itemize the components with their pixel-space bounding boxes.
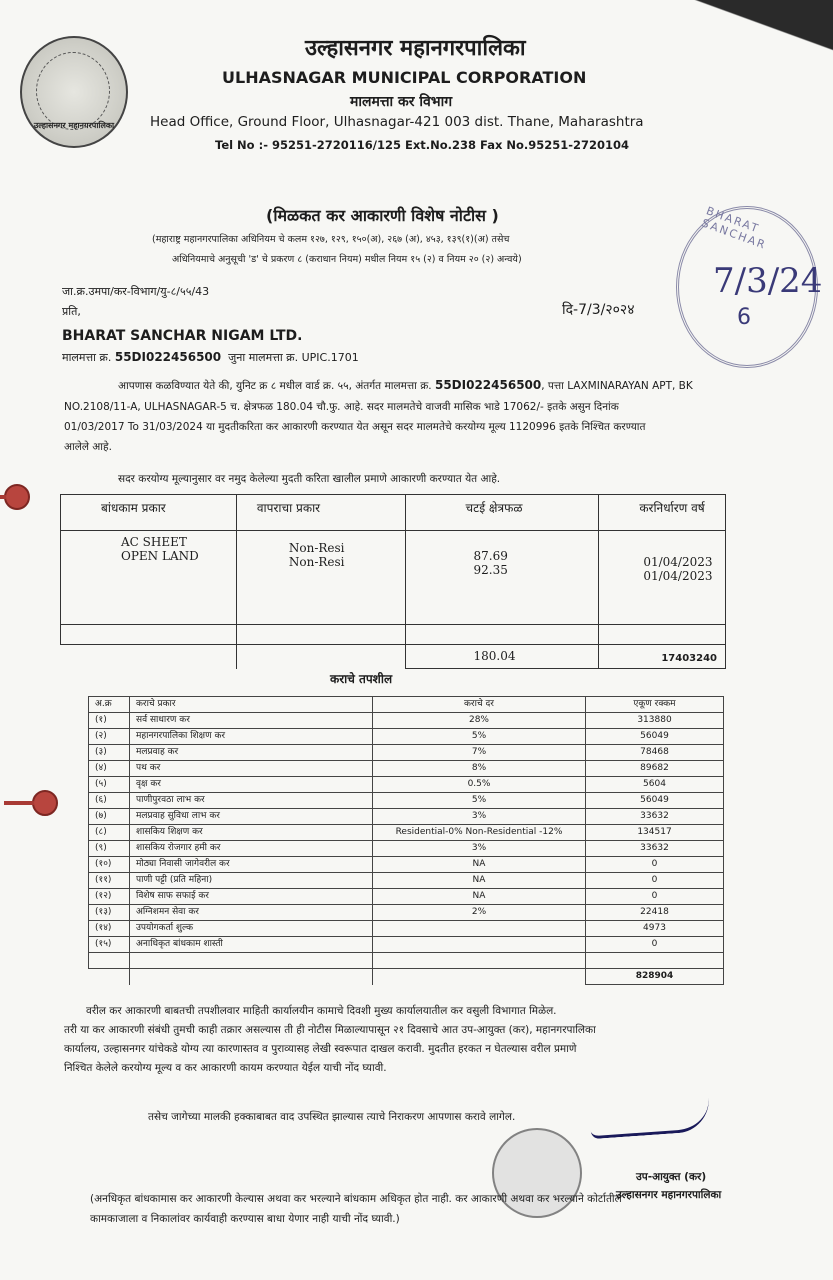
- tax-amount-cell: 0: [586, 937, 724, 953]
- areas-cell: [405, 531, 599, 625]
- total-area: 180.04: [405, 645, 599, 669]
- tax-amount-cell: 56049: [586, 729, 724, 745]
- page-corner-shadow: [693, 0, 833, 90]
- header-assessment-year: करनिर्धारण वर्ष: [599, 495, 726, 531]
- serial-cell: (७): [89, 809, 130, 825]
- signatory-designation: उप-आयुक्त (कर): [636, 1171, 707, 1183]
- tax-rate-cell: 5%: [373, 729, 586, 745]
- tax-amount-cell: 5604: [586, 777, 724, 793]
- tax-rate-cell: 3%: [373, 841, 586, 857]
- header-tax-type: कराचे प्रकार: [130, 697, 373, 713]
- reference-number: जा.क्र.उमपा/कर-विभाग/यु-८/५५/43: [62, 285, 210, 298]
- usage-type: Non-Resi: [288, 555, 345, 569]
- tax-details-table: [88, 696, 724, 985]
- usage-types-cell: [236, 531, 405, 625]
- tax-name-cell: वृक्ष कर: [130, 777, 373, 793]
- tax-amount-cell: 89682: [586, 761, 724, 777]
- header-tax-rate: कराचे दर: [373, 697, 586, 713]
- tax-total-amount: 828904: [586, 969, 724, 985]
- office-contact: Tel No :- 95251-2720116/125 Ext.No.238 Fax No.95251-2720104: [215, 138, 630, 152]
- tax-name-cell: मोठ्या निवासी जागेवरील कर: [130, 857, 373, 873]
- tax-amount-cell: 0: [586, 873, 724, 889]
- serial-cell: (१३): [89, 905, 130, 921]
- tax-name-cell: उपयोगकर्ता शुल्क: [130, 921, 373, 937]
- intro-line-4: आलेले आहे.: [64, 441, 112, 453]
- intro-line-2: NO.2108/11-A, ULHASNAGAR-5 च. क्षेत्रफळ 180.04 चौ.फु. आहे. सदर मालमतेचे वाजवी मासिक भाडे 17062/- इतके असुन दिनांक: [64, 401, 619, 413]
- tax-row: [89, 793, 724, 809]
- property-number-line: [62, 350, 359, 365]
- details-line-1: वरील कर आकारणी बाबतची तपशीलवार माहिती कार्यालयीन कामाचे दिवशी मुख्य कार्यालयातील कर वसुली विभागात मिळेल.: [86, 1005, 557, 1017]
- area-value: 92.35: [473, 563, 508, 577]
- tax-name-cell: विशेष साफ सफाई कर: [130, 889, 373, 905]
- tax-row: [89, 777, 724, 793]
- tax-row: [89, 729, 724, 745]
- disclaimer-line-2: कामकाजाला व निकालांवर कार्यवाही करण्यास बाधा येणार नाही याची नोंद घ्यावी.): [90, 1213, 400, 1225]
- intro-line-5: सदर करयोग्य मूल्यानुसार वर नमुद केलेल्या मुदती करिता खालील प्रमाणे आकारणी करण्यात येत आहे.: [118, 473, 501, 485]
- details-paragraph: [64, 1002, 596, 1078]
- tax-amount-cell: 134517: [586, 825, 724, 841]
- stamp-date: 7/3/24: [713, 261, 823, 301]
- tax-name-cell: पाणीपुरवठा लाभ कर: [130, 793, 373, 809]
- header-serial: अ.क्र: [89, 697, 130, 713]
- intro-property-no: 55DI022456500: [434, 378, 542, 392]
- serial-cell: (१५): [89, 937, 130, 953]
- tax-amount-cell: 22418: [586, 905, 724, 921]
- tax-rate-cell: Residential-0% Non-Residential -12%: [373, 825, 586, 841]
- tax-amount-cell: 33632: [586, 841, 724, 857]
- office-address: Head Office, Ground Floor, Ulhasnagar-421 003 dist. Thane, Maharashtra: [150, 114, 644, 130]
- tax-name-cell: मलप्रवाह कर: [130, 745, 373, 761]
- years-cell: [599, 531, 726, 625]
- tax-rate-cell: 7%: [373, 745, 586, 761]
- header-carpet-area: चटई क्षेत्रफळ: [405, 495, 599, 531]
- tax-rate-cell: [373, 937, 586, 953]
- received-stamp: [676, 204, 823, 368]
- tax-row: [89, 921, 724, 937]
- tax-name-cell: शासकिय शिक्षण कर: [130, 825, 373, 841]
- tax-amount-cell: 4973: [586, 921, 724, 937]
- construction-types-cell: [61, 531, 237, 625]
- details-line-2: तरी या कर आकारणी संबंधी तुमची काही तक्रार असल्यास ती ही नोटीस मिळाल्यापासून २१ दिवसाचे आत उप-आयुक्त (कर), महानगरपालिका: [64, 1024, 596, 1036]
- header-usage-type: वापराचा प्रकार: [236, 495, 405, 531]
- construction-spacer-row: [61, 625, 726, 645]
- tax-row: [89, 905, 724, 921]
- tax-amount-cell: 0: [586, 857, 724, 873]
- department-name: मालमत्ता कर विभाग: [350, 94, 453, 110]
- tax-name-cell: शासकिय रोजगार हमी कर: [130, 841, 373, 857]
- tax-amount-cell: 78468: [586, 745, 724, 761]
- disclaimer-line-1: (अनधिकृत बांधकामास कर आकारणी केल्यास अथवा कर भरल्याने बांधकाम अधिकृत होत नाही. कर आकारणी अथवा कर भरल्याने कोर्टातील: [90, 1193, 622, 1205]
- details-line-3: कार्यालय, उल्हासनगर यांचेकडे योग्य त्या कारणास्तव व पुराव्यासह लेखी स्वरूपात दाखल करावी. मुदतीत हरकत न घेतल्यास वरील प्रमाणे: [64, 1043, 577, 1055]
- construction-total-row: [61, 645, 726, 669]
- tax-row: [89, 745, 724, 761]
- serial-cell: (५): [89, 777, 130, 793]
- header-total-amount: एकूण रक्कम: [586, 697, 724, 713]
- tax-name-cell: सर्व साधारण कर: [130, 713, 373, 729]
- tax-rate-cell: [373, 921, 586, 937]
- serial-cell: (२): [89, 729, 130, 745]
- tax-row: [89, 761, 724, 777]
- notice-title: (मिळकत कर आकारणी विशेष नोटीस ): [266, 206, 499, 225]
- seal-caption: उल्हासनगर महानगरपालिका: [33, 121, 115, 130]
- tax-row: [89, 713, 724, 729]
- serial-cell: (३): [89, 745, 130, 761]
- details-line-4: निश्चित केलेले करयोग्य मूल्य व कर आकारणी कायम करण्यात येईल याची नोंद घ्यावी.: [64, 1062, 387, 1074]
- serial-cell: (९): [89, 841, 130, 857]
- tax-amount-cell: 33632: [586, 809, 724, 825]
- org-name-english: ULHASNAGAR MUNICIPAL CORPORATION: [222, 68, 587, 87]
- tax-row: [89, 873, 724, 889]
- construction-type: OPEN LAND: [121, 549, 199, 563]
- serial-cell: (८): [89, 825, 130, 841]
- tax-rate-cell: 8%: [373, 761, 586, 777]
- tax-row: [89, 841, 724, 857]
- assessment-year: 01/04/2023: [643, 555, 713, 569]
- tax-table-header: [89, 697, 724, 713]
- tax-name-cell: पथ कर: [130, 761, 373, 777]
- assessment-year: 01/04/2023: [643, 569, 713, 583]
- tax-name-cell: पाणी पट्टी (प्रति महिना): [130, 873, 373, 889]
- construction-table-header: [61, 495, 726, 531]
- serial-cell: (१०): [89, 857, 130, 873]
- serial-cell: (१४): [89, 921, 130, 937]
- ownership-paragraph: तसेच जागेच्या मालकी हक्काबाबत वाद उपस्थित झाल्यास त्याचे निराकरण आपणास करावे लागेल.: [148, 1111, 516, 1123]
- binder-tag-icon: [4, 484, 30, 510]
- tax-row: [89, 809, 724, 825]
- construction-type: AC SHEET: [121, 535, 187, 549]
- tax-rate-cell: NA: [373, 873, 586, 889]
- area-value: 87.69: [473, 549, 508, 563]
- stamp-initial: 6: [737, 305, 751, 330]
- tax-rate-cell: 28%: [373, 713, 586, 729]
- intro-line-1c: , पत्ता LAXMINARAYAN APT, BK: [541, 380, 693, 392]
- intro-line-3: 01/03/2017 To 31/03/2024 या मुदतीकरिता कर आकारणी करण्यात येत असून सदर मालमतेचे करयोग्य मूल्य 1120996 इतके निश्चित करण्यात: [64, 421, 646, 433]
- tax-rate-cell: 5%: [373, 793, 586, 809]
- tax-rate-cell: NA: [373, 857, 586, 873]
- notice-subtitle-2: अधिनियमाचे अनुसूची 'ड' चे प्रकरण ८ (कराधान नियम) मधील नियम १५ (२) व नियम २० (२) अन्वये): [172, 254, 522, 265]
- serial-cell: (४): [89, 761, 130, 777]
- old-property-label: जुना मालमत्ता क्र.: [228, 351, 299, 364]
- total-taxable-value: 17403240: [599, 645, 726, 669]
- stamp-text: BHARAT SANCHAR: [699, 204, 769, 252]
- tax-name-cell: महानगरपालिका शिक्षण कर: [130, 729, 373, 745]
- tax-rate-cell: 2%: [373, 905, 586, 921]
- municipal-seal-icon: [20, 36, 128, 148]
- property-number: 55DI022456500: [114, 350, 222, 364]
- usage-type: Non-Resi: [288, 541, 345, 555]
- notice-date: दि-7/3/२०२४: [562, 302, 635, 318]
- serial-cell: (१): [89, 713, 130, 729]
- tax-blank-row: [89, 953, 724, 969]
- intro-line-1a: आपणास कळविण्यात येते की, युनिट क्र ८ मधील वार्ड क्र. ५५, अंतर्गत मालमत्ता क्र.: [118, 380, 432, 392]
- tax-row: [89, 889, 724, 905]
- tax-rate-cell: NA: [373, 889, 586, 905]
- tax-name-cell: मलप्रवाह सुविधा लाभ कर: [130, 809, 373, 825]
- tax-row: [89, 857, 724, 873]
- serial-cell: (११): [89, 873, 130, 889]
- binder-tag-icon: [32, 790, 58, 816]
- tax-row: [89, 825, 724, 841]
- addressee-name: BHARAT SANCHAR NIGAM LTD.: [62, 328, 303, 344]
- to-label: प्रति,: [62, 305, 81, 318]
- header-construction-type: बांधकाम प्रकार: [61, 495, 237, 531]
- tax-details-title: कराचे तपशील: [330, 672, 393, 686]
- tax-rate-cell: 3%: [373, 809, 586, 825]
- org-name-marathi: उल्हासनगर महानगरपालिका: [305, 36, 526, 61]
- tax-name-cell: अनाधिकृत बांधकाम शास्ती: [130, 937, 373, 953]
- tax-amount-cell: 56049: [586, 793, 724, 809]
- tax-rows: [89, 713, 724, 953]
- seal-inner-ring: [36, 52, 110, 130]
- construction-table: [60, 494, 726, 669]
- tax-rate-cell: 0.5%: [373, 777, 586, 793]
- tax-amount-cell: 313880: [586, 713, 724, 729]
- tax-amount-cell: 0: [586, 889, 724, 905]
- intro-line-1: [118, 378, 693, 393]
- notice-subtitle-1: (महाराष्ट्र महानगरपालिका अधिनियम चे कलम १२७, १२९, १५०(अ), २६७ (अ), ४५३, १३९(१)(अ) तसेच: [152, 234, 510, 245]
- property-number-label: मालमत्ता क्र.: [62, 351, 112, 364]
- signatory-organization: उल्हासनगर महानगरपालिका: [616, 1189, 722, 1201]
- old-property-number: UPIC.1701: [301, 351, 359, 364]
- serial-cell: (१२): [89, 889, 130, 905]
- tax-row: [89, 937, 724, 953]
- serial-cell: (६): [89, 793, 130, 809]
- tax-name-cell: अग्निशमन सेवा कर: [130, 905, 373, 921]
- construction-table-row: [61, 531, 726, 625]
- tax-total-row: [89, 969, 724, 985]
